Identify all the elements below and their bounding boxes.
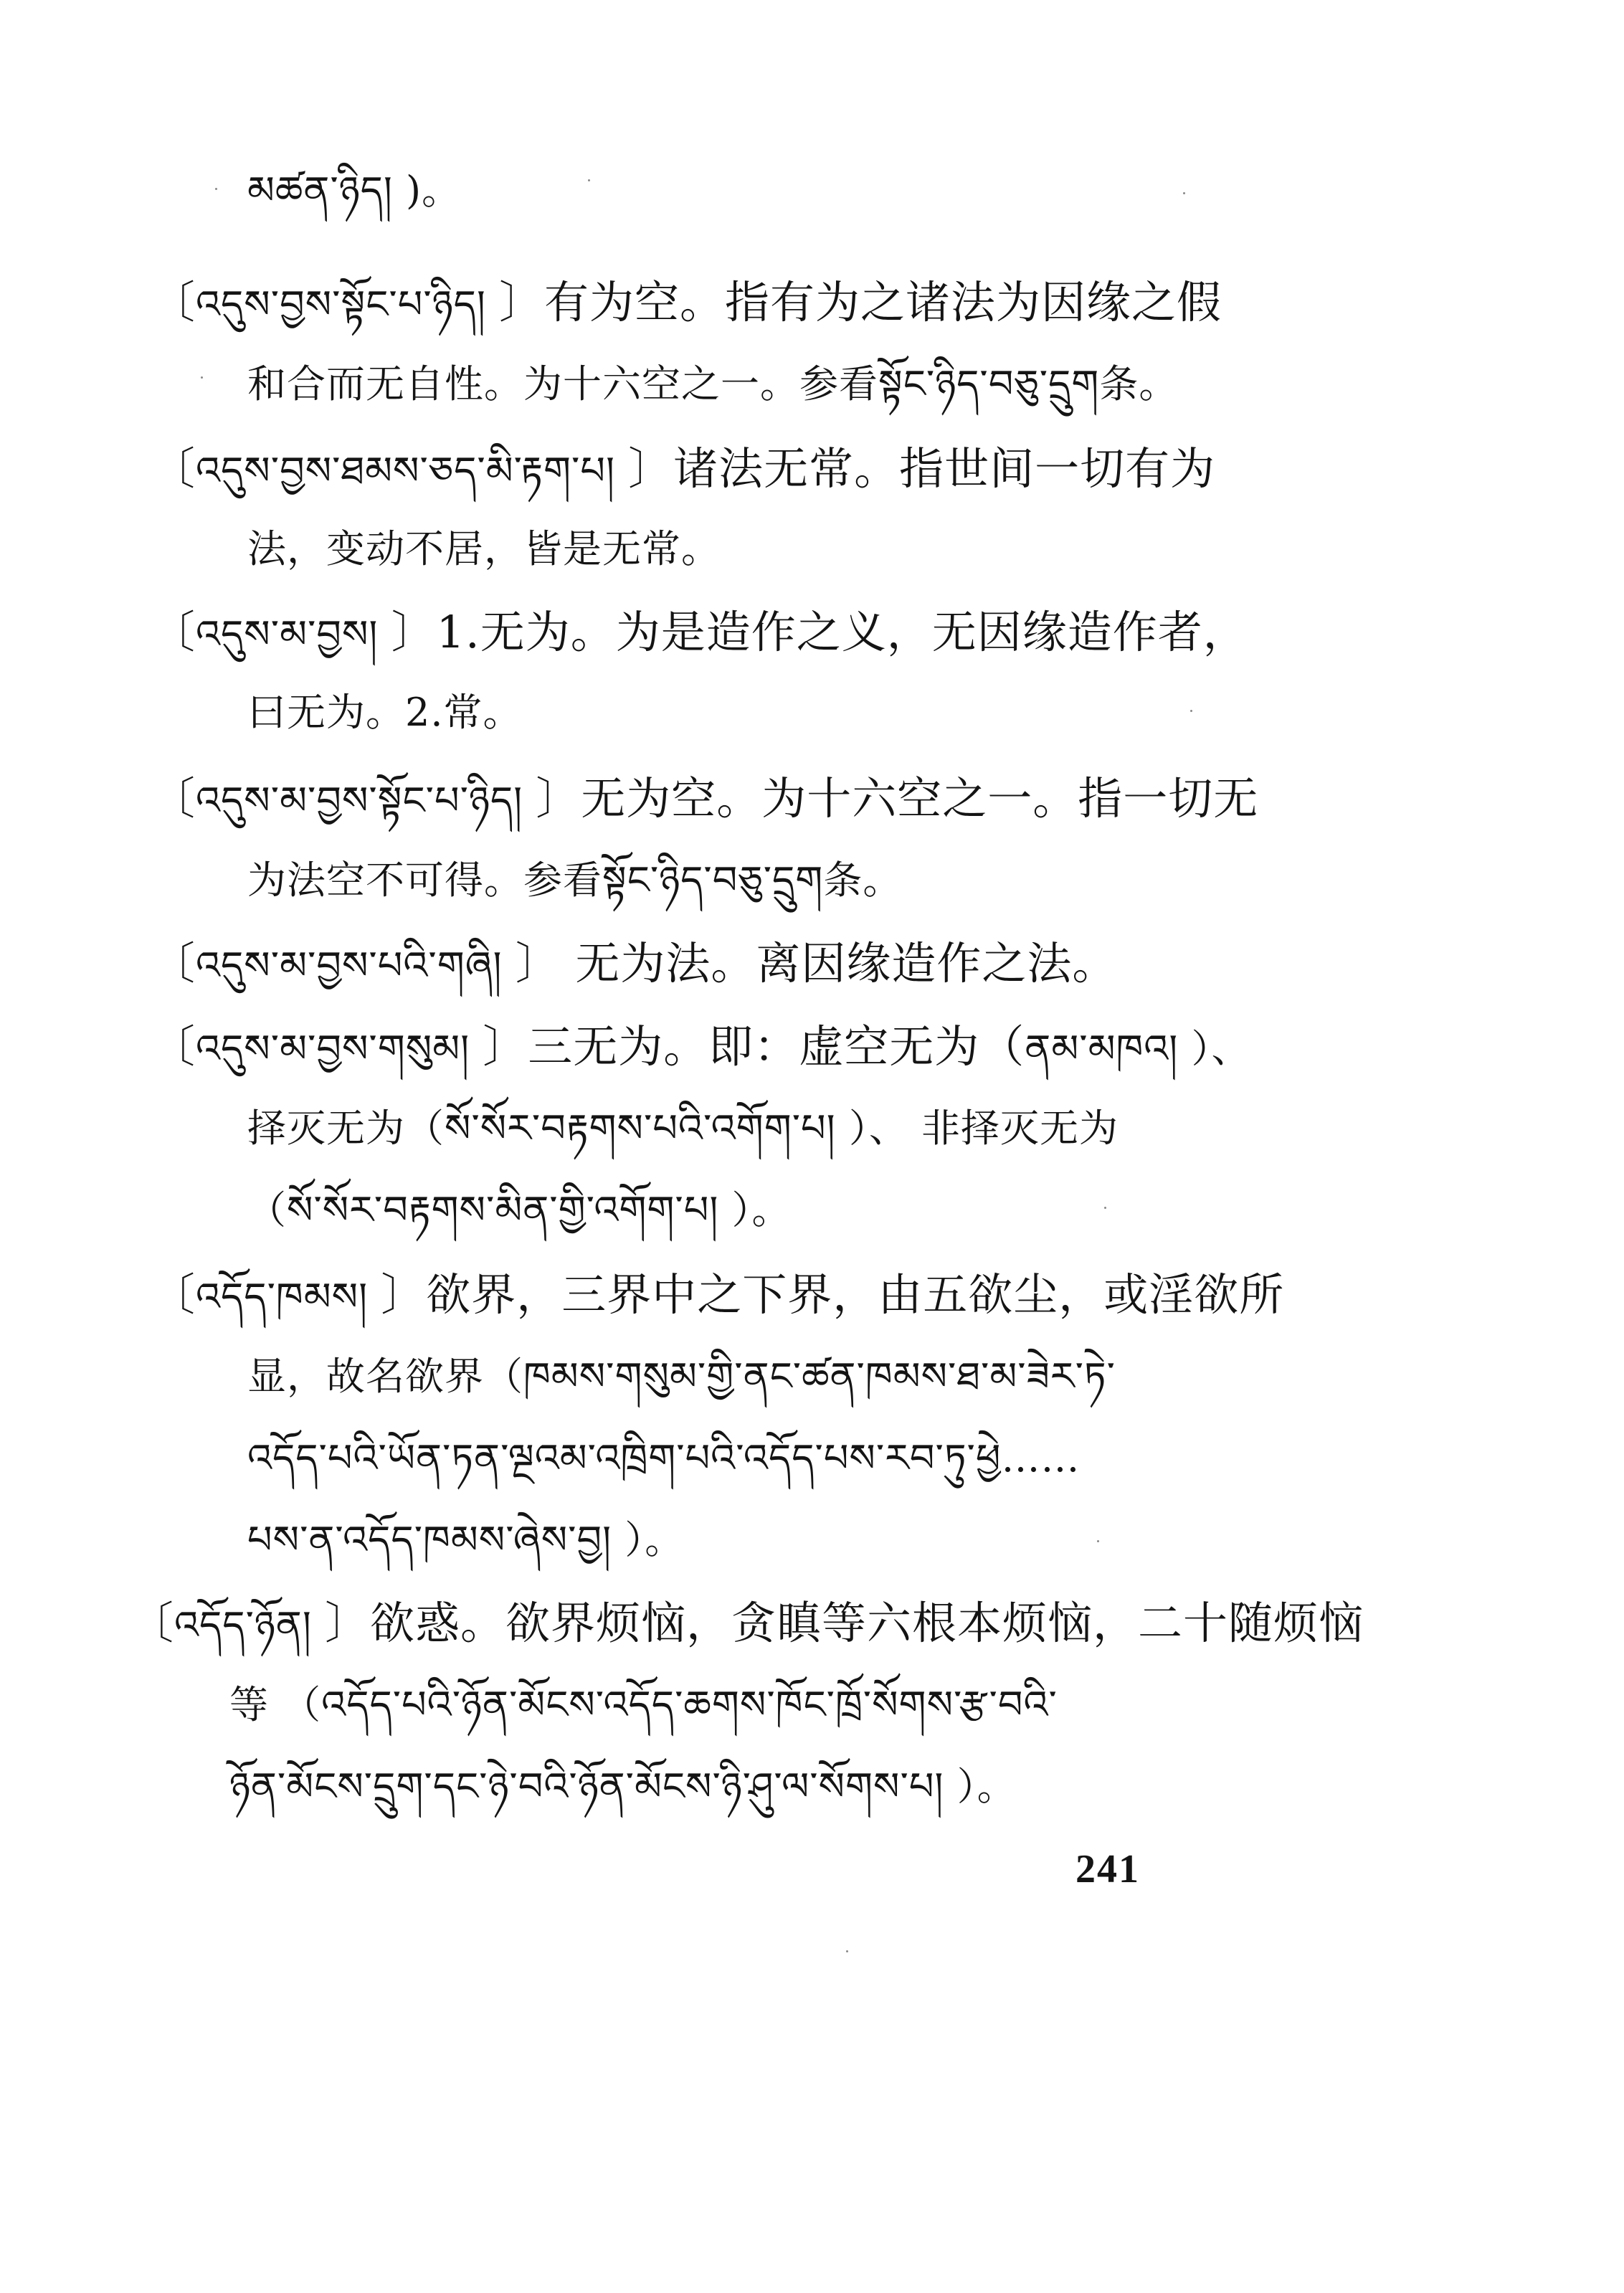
entry-line-5 [151, 602, 1248, 663]
tibetan-term: སྟོང་ཉིད་བཅུ་དྲུག [602, 858, 824, 903]
tibetan-term: འདུས་མ་བྱས་སྟོང་པ་ཉིད། [196, 778, 536, 823]
chinese-text: 条。 [823, 858, 903, 903]
chinese-text: 〕无为空。为十六空之一。指一切无 [536, 772, 1259, 825]
entry-line-8 [247, 850, 902, 911]
scan-speck [1097, 1540, 1099, 1542]
chinese-text: 〕 无为法。离因缘造作之法。 [515, 937, 1118, 989]
entry-line-1 [151, 272, 1222, 333]
scan-speck [215, 188, 217, 190]
chinese-text: 〕欲界，三界中之下界，由五欲尘，或淫欲所 [381, 1268, 1285, 1321]
chinese-text: …… [1001, 1435, 1081, 1481]
entry-line-6 [247, 683, 523, 743]
tibetan-term: འདུས་མ་བྱས། [196, 612, 391, 657]
chinese-text: 〔 [151, 937, 196, 989]
chinese-text: 条。 [1099, 361, 1179, 407]
tibetan-term: སོ་སོར་བརྟགས་མིན་གྱི་འགོག་པ། [287, 1187, 732, 1233]
entry-line-3 [151, 439, 1215, 499]
scan-speck [588, 179, 590, 181]
tibetan-term: ནམ་མཁའ། [1025, 1026, 1192, 1071]
chinese-text: （ [247, 1187, 287, 1233]
entry-line-16 [247, 1510, 684, 1570]
tibetan-term: འདུས་བྱས་སྟོང་པ་ཉིད། [196, 282, 500, 327]
scan-speck [846, 1950, 848, 1952]
chinese-text: ）。 [625, 1517, 685, 1562]
scan-speck [1190, 710, 1192, 712]
tibetan-term: འདུས་བྱས་ཐམས་ཅད་མི་རྟག་པ། [196, 448, 629, 493]
tibetan-term: སྟོང་ཉིད་བཅུ་དྲུག [878, 361, 1100, 407]
chinese-text: 择灭无为（ [247, 1106, 445, 1151]
entry-line-15 [247, 1428, 1080, 1489]
entry-line-19 [229, 1757, 1017, 1817]
chinese-text: 和合而无自性。为十六空之一。参看 [247, 361, 878, 407]
entry-line-13 [151, 1265, 1284, 1325]
entry-line-9 [151, 934, 1117, 994]
entry-line-0 [247, 161, 461, 221]
chinese-text: 〔 [151, 442, 196, 495]
entry-line-2 [247, 354, 1178, 414]
tibetan-term: མཚན་ཉིད། [247, 168, 407, 213]
entry-line-12 [247, 1180, 791, 1240]
tibetan-term: སོ་སོར་བརྟགས་པའི་འགོག་པ། [445, 1106, 849, 1151]
chinese-text: 等 （ [229, 1682, 322, 1727]
tibetan-term: ཉོན་མོངས་དྲུག་དང་ཉེ་བའི་ཉོན་མོངས་ཉི་ཤུ་ལ་སོགས་པ། [229, 1764, 957, 1809]
tibetan-term: འདུས་མ་བྱས་པའི་གཞི། [196, 943, 516, 988]
tibetan-term: ཁམས་གསུམ་གྱི་ནང་ཚན་ཁམས་ཐ་མ་ཟེར་ཏེ་ [523, 1354, 1116, 1399]
chinese-text: 〔 [151, 1268, 196, 1321]
chinese-text: 〔 [151, 606, 196, 658]
page-number: 241 [1075, 1847, 1140, 1891]
chinese-text: 〔 [129, 1597, 175, 1649]
chinese-text: ）、 非择灭无为 [848, 1106, 1119, 1151]
chinese-text: 〔 [151, 1020, 196, 1073]
tibetan-term: འདོད་ཉོན། [174, 1603, 325, 1648]
chinese-text: 〔 [151, 276, 196, 328]
entry-line-11 [247, 1098, 1119, 1159]
entry-line-4 [247, 519, 721, 579]
chinese-text: 〔 [151, 772, 196, 825]
tibetan-term: འདོད་ཁམས། [196, 1274, 381, 1319]
entry-line-7 [151, 769, 1258, 829]
tibetan-term: འདོད་པའི་ཉོན་མོངས་འདོད་ཆགས་ཁོང་ཁྲོ་སོགས་རྩ་བའི་ [321, 1682, 1058, 1727]
tibetan-term: འདོད་པའི་ཡོན་ཏན་ལྔའམ་འཁྲིག་པའི་འདོད་པས་རབ་ཏུ་ཕྱེ [247, 1435, 1002, 1481]
entry-line-14 [247, 1347, 1116, 1407]
scan-speck [1104, 1207, 1106, 1209]
chinese-text: 〕欲惑。欲界烦恼，贪瞋等六根本烦恼，二十随烦恼 [324, 1597, 1364, 1649]
entry-line-18 [229, 1675, 1058, 1735]
chinese-text: 法，变动不居，皆是无常。 [247, 526, 721, 571]
scan-speck [1183, 192, 1185, 194]
chinese-text: 〕有为空。指有为之诸法为因缘之假 [499, 276, 1222, 328]
chinese-text: )。 [406, 168, 462, 213]
entry-line-10 [151, 1017, 1250, 1077]
chinese-text: ）。 [731, 1187, 792, 1233]
chinese-text: ）、 [1191, 1026, 1251, 1071]
chinese-text: 〕三无为。即：虚空无为（ [483, 1020, 1025, 1073]
tibetan-term: པས་ན་འདོད་ཁམས་ཞེས་བྱ། [247, 1517, 625, 1562]
chinese-text: 为法空不可得。参看 [247, 858, 602, 903]
entry-line-17 [129, 1593, 1364, 1653]
chinese-text: 〕1.无为。为是造作之义，无因缘造作者， [391, 606, 1248, 658]
chinese-text: 显，故名欲界（ [247, 1354, 523, 1399]
scan-speck [201, 376, 203, 379]
chinese-text: 〕诸法无常。指世间一切有为 [628, 442, 1216, 495]
tibetan-term: འདུས་མ་བྱས་གསུམ། [196, 1026, 483, 1071]
chinese-text: 曰无为。2.常。 [247, 690, 523, 735]
chinese-text: ）。 [956, 1764, 1017, 1809]
